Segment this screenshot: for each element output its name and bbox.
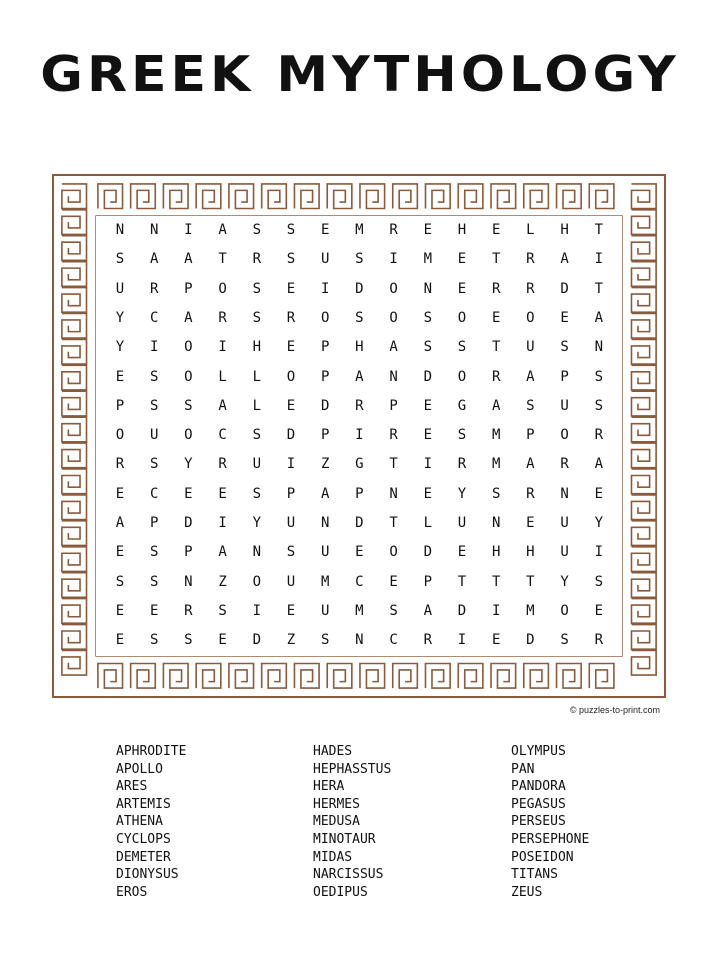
word-list-column-2 bbox=[313, 743, 391, 901]
word-list-column-1 bbox=[116, 743, 186, 901]
grid-letter: I bbox=[355, 427, 364, 444]
grid-letter: N bbox=[184, 573, 193, 590]
grid-letter: R bbox=[252, 251, 262, 268]
grid-letter: E bbox=[286, 602, 296, 619]
grid-letter: R bbox=[526, 280, 535, 297]
grid-letter: D bbox=[423, 544, 433, 561]
grid-letter: I bbox=[252, 602, 262, 619]
grid-letter: S bbox=[252, 427, 262, 444]
grid-letter: D bbox=[355, 280, 364, 297]
grid-letter: R bbox=[594, 427, 604, 444]
grid-row bbox=[96, 597, 622, 626]
grid-letter: E bbox=[594, 485, 604, 502]
word-list-item: NARCISSUS bbox=[313, 867, 384, 883]
grid-letter: T bbox=[457, 573, 467, 590]
grid-letter: S bbox=[491, 485, 501, 502]
grid-letter: T bbox=[218, 251, 227, 268]
grid-letter: C bbox=[149, 309, 159, 326]
word-list-item: POSEIDON bbox=[511, 849, 574, 865]
grid-letter: Z bbox=[320, 456, 330, 473]
grid-letter: L bbox=[252, 368, 262, 385]
grid-letter: S bbox=[423, 309, 433, 326]
grid-letter: H bbox=[457, 222, 467, 238]
grid-letter: R bbox=[594, 632, 604, 649]
grid-letter: R bbox=[149, 280, 159, 297]
grid-row bbox=[96, 333, 622, 362]
grid-letter: S bbox=[560, 339, 569, 356]
grid-letter: D bbox=[355, 515, 364, 531]
grid-row bbox=[96, 363, 622, 392]
grid-letter: N bbox=[115, 222, 125, 238]
grid-letter: A bbox=[149, 251, 159, 268]
grid-letter: A bbox=[115, 515, 125, 531]
grid-letter: A bbox=[320, 485, 330, 502]
grid-letter: S bbox=[320, 632, 330, 649]
grid-letter: O bbox=[457, 368, 467, 385]
grid-letter: U bbox=[560, 515, 569, 531]
grid-letter: S bbox=[252, 309, 262, 326]
grid-letter: S bbox=[252, 280, 262, 297]
grid-letter: P bbox=[184, 544, 193, 561]
word-list-item: PEGASUS bbox=[511, 796, 566, 812]
grid-letter: D bbox=[457, 602, 467, 619]
grid-letter: D bbox=[526, 632, 535, 649]
grid-letter: T bbox=[491, 251, 501, 268]
grid-letter: S bbox=[218, 602, 227, 619]
word-list-item: APOLLO bbox=[116, 761, 163, 777]
grid-letter: A bbox=[218, 222, 227, 238]
grid-letter: R bbox=[491, 280, 501, 297]
word-list-item: HADES bbox=[313, 744, 353, 759]
grid-letter: H bbox=[526, 544, 535, 561]
grid-letter: M bbox=[355, 602, 364, 619]
grid-letter: M bbox=[320, 573, 330, 590]
grid-letter: S bbox=[115, 573, 125, 590]
grid-letter: S bbox=[457, 427, 467, 444]
grid-letter: O bbox=[184, 368, 193, 385]
grid-letter: N bbox=[389, 485, 398, 502]
grid-letter: P bbox=[320, 339, 330, 356]
grid-letter: M bbox=[423, 251, 433, 268]
grid-letter: R bbox=[560, 456, 569, 473]
grid-letter: E bbox=[218, 485, 227, 502]
grid-letter: H bbox=[252, 339, 262, 356]
grid-letter: E bbox=[115, 368, 125, 385]
grid-letter: Y bbox=[594, 515, 604, 531]
grid-letter: R bbox=[389, 427, 398, 444]
grid-letter: S bbox=[149, 544, 159, 561]
grid-letter: M bbox=[355, 222, 364, 238]
grid-letter: Y bbox=[115, 339, 125, 356]
grid-letter: E bbox=[149, 602, 159, 619]
word-list-item: MIDAS bbox=[313, 849, 353, 865]
grid-letter: C bbox=[218, 427, 227, 444]
grid-letter: S bbox=[149, 397, 159, 414]
copyright-text: © puzzles-to-print.com bbox=[569, 705, 660, 715]
grid-letter: G bbox=[457, 397, 467, 414]
grid-letter: S bbox=[184, 632, 193, 649]
grid-letter: I bbox=[457, 632, 467, 649]
grid-letter: U bbox=[526, 339, 535, 356]
word-list-item: OLYMPUS bbox=[511, 744, 566, 759]
grid-letter: T bbox=[594, 280, 604, 297]
grid-letter: A bbox=[184, 309, 193, 326]
grid-letter: T bbox=[594, 222, 604, 238]
grid-letter: E bbox=[423, 222, 433, 238]
grid-letter: I bbox=[389, 251, 398, 268]
grid-letter: E bbox=[115, 544, 125, 561]
grid-letter: H bbox=[355, 339, 364, 356]
word-list-item: ARES bbox=[116, 779, 148, 795]
grid-letter: D bbox=[320, 397, 330, 414]
word-list-item: PAN bbox=[511, 761, 535, 777]
grid-letter: Y bbox=[252, 515, 262, 531]
grid-letter: I bbox=[594, 544, 604, 561]
grid-letter: E bbox=[526, 515, 535, 531]
page-title: GREEK MYTHOLOGY bbox=[40, 46, 680, 104]
grid-letter: Y bbox=[457, 485, 467, 502]
grid-letter: C bbox=[149, 485, 159, 502]
grid-letter: S bbox=[355, 309, 364, 326]
grid-letter: U bbox=[457, 515, 467, 531]
grid-letter: N bbox=[423, 280, 433, 297]
grid-letter: A bbox=[423, 602, 433, 619]
grid-letter: S bbox=[286, 222, 296, 238]
grid-letter: A bbox=[389, 339, 398, 356]
word-list-item: DIONYSUS bbox=[116, 867, 179, 883]
grid-letter: R bbox=[218, 309, 227, 326]
grid-letter: P bbox=[320, 368, 330, 385]
grid-letter: R bbox=[286, 309, 296, 326]
grid-letter: E bbox=[286, 397, 296, 414]
grid-letter: E bbox=[457, 544, 467, 561]
word-list-item: PERSEUS bbox=[511, 814, 566, 830]
grid-letter: M bbox=[491, 456, 501, 473]
grid-letter: I bbox=[423, 456, 433, 473]
grid-row bbox=[96, 304, 622, 333]
grid-letter: L bbox=[218, 368, 227, 385]
grid-letter: U bbox=[320, 602, 330, 619]
grid-letter: I bbox=[320, 280, 330, 297]
grid-letter: S bbox=[252, 485, 262, 502]
word-list-item: CYCLOPS bbox=[116, 831, 171, 847]
grid-letter: S bbox=[184, 397, 193, 414]
grid-letter: E bbox=[184, 485, 193, 502]
grid-row bbox=[96, 568, 622, 597]
word-list-item: ARTEMIS bbox=[116, 796, 171, 812]
grid-letter: E bbox=[457, 251, 467, 268]
grid-letter: Y bbox=[560, 573, 569, 590]
grid-row bbox=[96, 626, 622, 655]
grid-letter: N bbox=[149, 222, 159, 238]
grid-letter: H bbox=[491, 544, 501, 561]
grid-letter: A bbox=[491, 397, 501, 414]
grid-letter: E bbox=[491, 222, 501, 238]
grid-letter: O bbox=[560, 602, 569, 619]
word-list-item: HERMES bbox=[313, 796, 360, 812]
grid-letter: P bbox=[286, 485, 296, 502]
grid-row bbox=[96, 538, 622, 567]
grid-letter: U bbox=[286, 573, 296, 590]
grid-letter: N bbox=[355, 632, 364, 649]
grid-letter: N bbox=[594, 339, 604, 356]
grid-letter: E bbox=[560, 309, 569, 326]
grid-letter: P bbox=[423, 573, 433, 590]
grid-row bbox=[96, 480, 622, 509]
grid-letter: I bbox=[218, 339, 227, 356]
grid-letter: U bbox=[286, 515, 296, 531]
grid-letter: R bbox=[491, 368, 501, 385]
word-list-item: DEMETER bbox=[116, 849, 171, 865]
grid-letter: N bbox=[491, 515, 501, 531]
word-list-item: ATHENA bbox=[116, 814, 163, 830]
grid-row bbox=[96, 509, 622, 538]
grid-letter: G bbox=[355, 456, 364, 473]
grid-letter: S bbox=[594, 573, 604, 590]
grid-letter: P bbox=[526, 427, 535, 444]
grid-row bbox=[96, 216, 622, 245]
grid-letter: E bbox=[457, 280, 467, 297]
word-list-item: MINOTAUR bbox=[313, 831, 376, 847]
grid-letter: D bbox=[252, 632, 262, 649]
grid-letter: O bbox=[252, 573, 262, 590]
word-list-item: APHRODITE bbox=[116, 744, 187, 759]
grid-letter: O bbox=[526, 309, 535, 326]
grid-letter: P bbox=[560, 368, 569, 385]
grid-letter: O bbox=[389, 280, 398, 297]
grid-letter: I bbox=[491, 602, 501, 619]
word-search-grid bbox=[96, 216, 622, 656]
grid-letter: A bbox=[355, 368, 364, 385]
word-list-item: OEDIPUS bbox=[313, 884, 368, 900]
grid-letter: E bbox=[423, 485, 433, 502]
grid-letter: R bbox=[457, 456, 467, 473]
grid-letter: I bbox=[594, 251, 604, 268]
word-list-item: MEDUSA bbox=[313, 814, 360, 830]
grid-letter: O bbox=[115, 427, 125, 444]
grid-letter: I bbox=[184, 222, 193, 238]
grid-letter: L bbox=[423, 515, 433, 531]
grid-letter: S bbox=[286, 251, 296, 268]
grid-letter: C bbox=[355, 573, 364, 590]
grid-letter: Z bbox=[218, 573, 227, 590]
grid-letter: O bbox=[560, 427, 569, 444]
grid-letter: U bbox=[115, 280, 125, 297]
grid-letter: S bbox=[286, 544, 296, 561]
grid-letter: D bbox=[560, 280, 569, 297]
grid-letter: I bbox=[149, 339, 159, 356]
grid-letter: O bbox=[184, 427, 193, 444]
grid-letter: S bbox=[115, 251, 125, 268]
grid-letter: U bbox=[320, 251, 330, 268]
word-list-column-3 bbox=[511, 743, 589, 901]
grid-letter: T bbox=[491, 339, 501, 356]
grid-letter: N bbox=[560, 485, 569, 502]
grid-letter: E bbox=[115, 485, 125, 502]
grid-letter: Z bbox=[286, 632, 296, 649]
grid-letter: O bbox=[389, 544, 398, 561]
grid-letter: D bbox=[184, 515, 193, 531]
grid-letter: Y bbox=[184, 456, 193, 473]
grid-letter: A bbox=[184, 251, 193, 268]
word-list-item: PANDORA bbox=[511, 779, 566, 795]
grid-letter: U bbox=[320, 544, 330, 561]
grid-letter: E bbox=[423, 427, 433, 444]
grid-row bbox=[96, 392, 622, 421]
grid-letter: E bbox=[115, 632, 125, 649]
grid-letter: R bbox=[355, 397, 364, 414]
grid-letter: P bbox=[115, 397, 125, 414]
grid-letter: O bbox=[389, 309, 398, 326]
grid-letter: E bbox=[491, 632, 501, 649]
grid-letter: S bbox=[560, 632, 569, 649]
grid-letter: E bbox=[594, 602, 604, 619]
grid-letter: D bbox=[286, 427, 296, 444]
grid-letter: T bbox=[491, 573, 501, 590]
grid-letter: S bbox=[252, 222, 262, 238]
grid-letter: S bbox=[389, 602, 398, 619]
grid-letter: A bbox=[218, 544, 227, 561]
grid-row bbox=[96, 421, 622, 450]
grid-letter: O bbox=[286, 368, 296, 385]
grid-letter: S bbox=[355, 251, 364, 268]
grid-letter: P bbox=[355, 485, 364, 502]
word-list-item: HERA bbox=[313, 779, 345, 795]
word-list-item: EROS bbox=[116, 884, 148, 900]
grid-letter: E bbox=[491, 309, 501, 326]
grid-letter: O bbox=[457, 309, 467, 326]
grid-letter: R bbox=[423, 632, 433, 649]
grid-letter: M bbox=[491, 427, 501, 444]
grid-letter: H bbox=[560, 222, 569, 238]
grid-letter: A bbox=[560, 251, 569, 268]
grid-letter: N bbox=[389, 368, 398, 385]
grid-letter: E bbox=[286, 339, 296, 356]
grid-letter: D bbox=[423, 368, 433, 385]
grid-letter: T bbox=[526, 573, 535, 590]
word-list-item: PERSEPHONE bbox=[511, 831, 590, 847]
grid-letter: S bbox=[149, 632, 159, 649]
grid-letter: R bbox=[389, 222, 398, 238]
grid-letter: S bbox=[594, 397, 604, 414]
grid-letter: R bbox=[526, 251, 535, 268]
grid-letter: Y bbox=[115, 309, 125, 326]
grid-letter: S bbox=[423, 339, 433, 356]
grid-letter: O bbox=[320, 309, 330, 326]
grid-letter: S bbox=[149, 573, 159, 590]
grid-row bbox=[96, 245, 622, 274]
grid-letter: S bbox=[594, 368, 604, 385]
grid-letter: P bbox=[184, 280, 193, 297]
grid-letter: R bbox=[526, 485, 535, 502]
grid-letter: S bbox=[149, 456, 159, 473]
grid-letter: E bbox=[286, 280, 296, 297]
grid-letter: U bbox=[560, 397, 569, 414]
grid-letter: T bbox=[389, 456, 398, 473]
grid-letter: E bbox=[355, 544, 364, 561]
grid-letter: A bbox=[526, 368, 535, 385]
grid-letter: U bbox=[560, 544, 569, 561]
grid-letter: O bbox=[218, 280, 227, 297]
grid-letter: I bbox=[286, 456, 296, 473]
grid-letter: E bbox=[389, 573, 398, 590]
grid-letter: S bbox=[457, 339, 467, 356]
grid-letter: N bbox=[320, 515, 330, 531]
grid-letter: T bbox=[389, 515, 398, 531]
grid-letter: E bbox=[218, 632, 227, 649]
grid-letter: P bbox=[320, 427, 330, 444]
grid-row bbox=[96, 275, 622, 304]
word-list-item: ZEUS bbox=[511, 884, 543, 900]
grid-letter: A bbox=[594, 456, 604, 473]
grid-letter: I bbox=[218, 515, 227, 531]
grid-letter: A bbox=[594, 309, 604, 326]
word-list-item: HEPHASSTUS bbox=[313, 761, 392, 777]
grid-letter: E bbox=[320, 222, 330, 238]
grid-letter: P bbox=[389, 397, 398, 414]
grid-letter: R bbox=[115, 456, 125, 473]
grid-letter: U bbox=[252, 456, 262, 473]
grid-letter: S bbox=[526, 397, 535, 414]
grid-letter: P bbox=[149, 515, 159, 531]
grid-letter: A bbox=[218, 397, 227, 414]
grid-letter: M bbox=[526, 602, 535, 619]
grid-letter: R bbox=[218, 456, 227, 473]
grid-letter: C bbox=[389, 632, 398, 649]
grid-row bbox=[96, 450, 622, 479]
grid-letter: R bbox=[184, 602, 193, 619]
word-list-item: TITANS bbox=[511, 867, 558, 883]
grid-letter: O bbox=[184, 339, 193, 356]
grid-letter: E bbox=[115, 602, 125, 619]
grid-letter: U bbox=[149, 427, 159, 444]
grid-letter: N bbox=[252, 544, 262, 561]
grid-letter: L bbox=[526, 222, 535, 238]
grid-letter: A bbox=[526, 456, 535, 473]
grid-letter: L bbox=[252, 397, 262, 414]
grid-letter: E bbox=[423, 397, 433, 414]
grid-letter: S bbox=[149, 368, 159, 385]
